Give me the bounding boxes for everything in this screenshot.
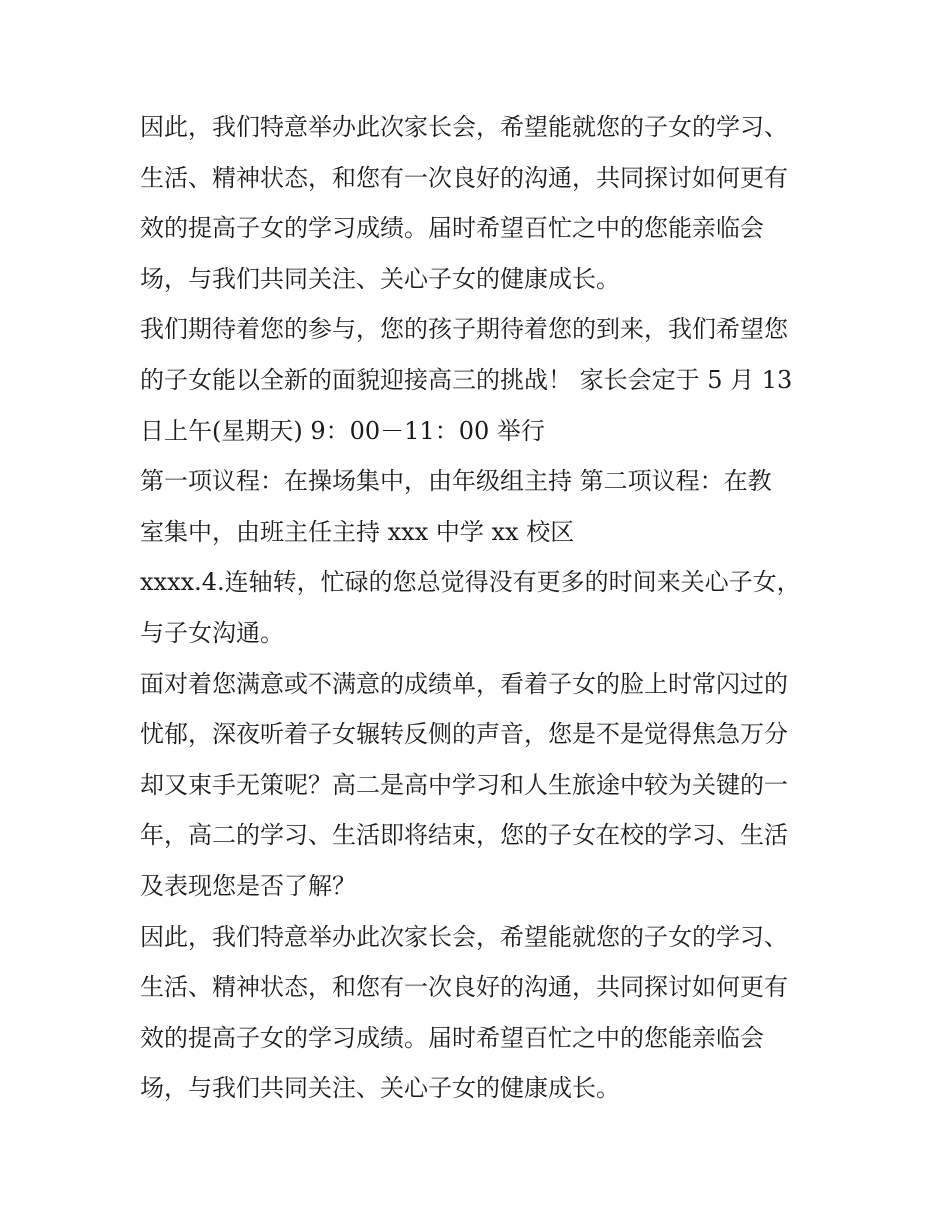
text-line: 面对着您满意或不满意的成绩单，看着子女的脸上时常闪过的 [140, 669, 788, 698]
text-line: 室集中，由班主任主持 xxx 中学 xx 校区 [140, 517, 575, 546]
text-line: 年，高二的学习、生活即将结束，您的子女在校的学习、生活 [140, 821, 788, 850]
document-body [140, 102, 820, 1114]
text-line: 我们期待着您的参与，您的孩子期待着您的到来，我们希望您 [140, 315, 788, 344]
text-line: 日上午(星期天) 9：00－11：00 举行 [140, 416, 545, 445]
text-line: xxxx.4.连轴转，忙碌的您总觉得没有更多的时间来关心子女， [140, 568, 801, 597]
text-line: 及表现您是否了解？ [140, 871, 356, 900]
text-line: 因此，我们特意举办此次家长会，希望能就您的子女的学习、 [140, 922, 788, 951]
text-line: 场，与我们共同关注、关心子女的健康成长。 [140, 264, 620, 293]
text-line: 因此，我们特意举办此次家长会，希望能就您的子女的学习、 [140, 113, 788, 141]
text-line: 的子女能以全新的面貌迎接高三的挑战！ 家长会定于 5 月 13 [140, 365, 793, 394]
text-line: 生活、精神状态，和您有一次良好的沟通，共同探讨如何更有 [140, 973, 788, 1002]
text-line: 场，与我们共同关注、关心子女的健康成长。 [140, 1074, 620, 1103]
text-line: 效的提高子女的学习成绩。届时希望百忙之中的您能亲临会 [140, 1023, 764, 1052]
text-line: 第一项议程：在操场集中，由年级组主持 第二项议程：在教 [140, 467, 772, 496]
text-line: 生活、精神状态，和您有一次良好的沟通，共同探讨如何更有 [140, 163, 788, 192]
text-line: 却又束手无策呢？高二是高中学习和人生旅途中较为关键的一 [140, 770, 788, 799]
text-line: 忧郁，深夜听着子女辗转反侧的声音，您是不是觉得焦急万分 [140, 720, 788, 749]
text-line: 与子女沟通。 [140, 618, 284, 647]
text-line: 效的提高子女的学习成绩。届时希望百忙之中的您能亲临会 [140, 214, 764, 243]
